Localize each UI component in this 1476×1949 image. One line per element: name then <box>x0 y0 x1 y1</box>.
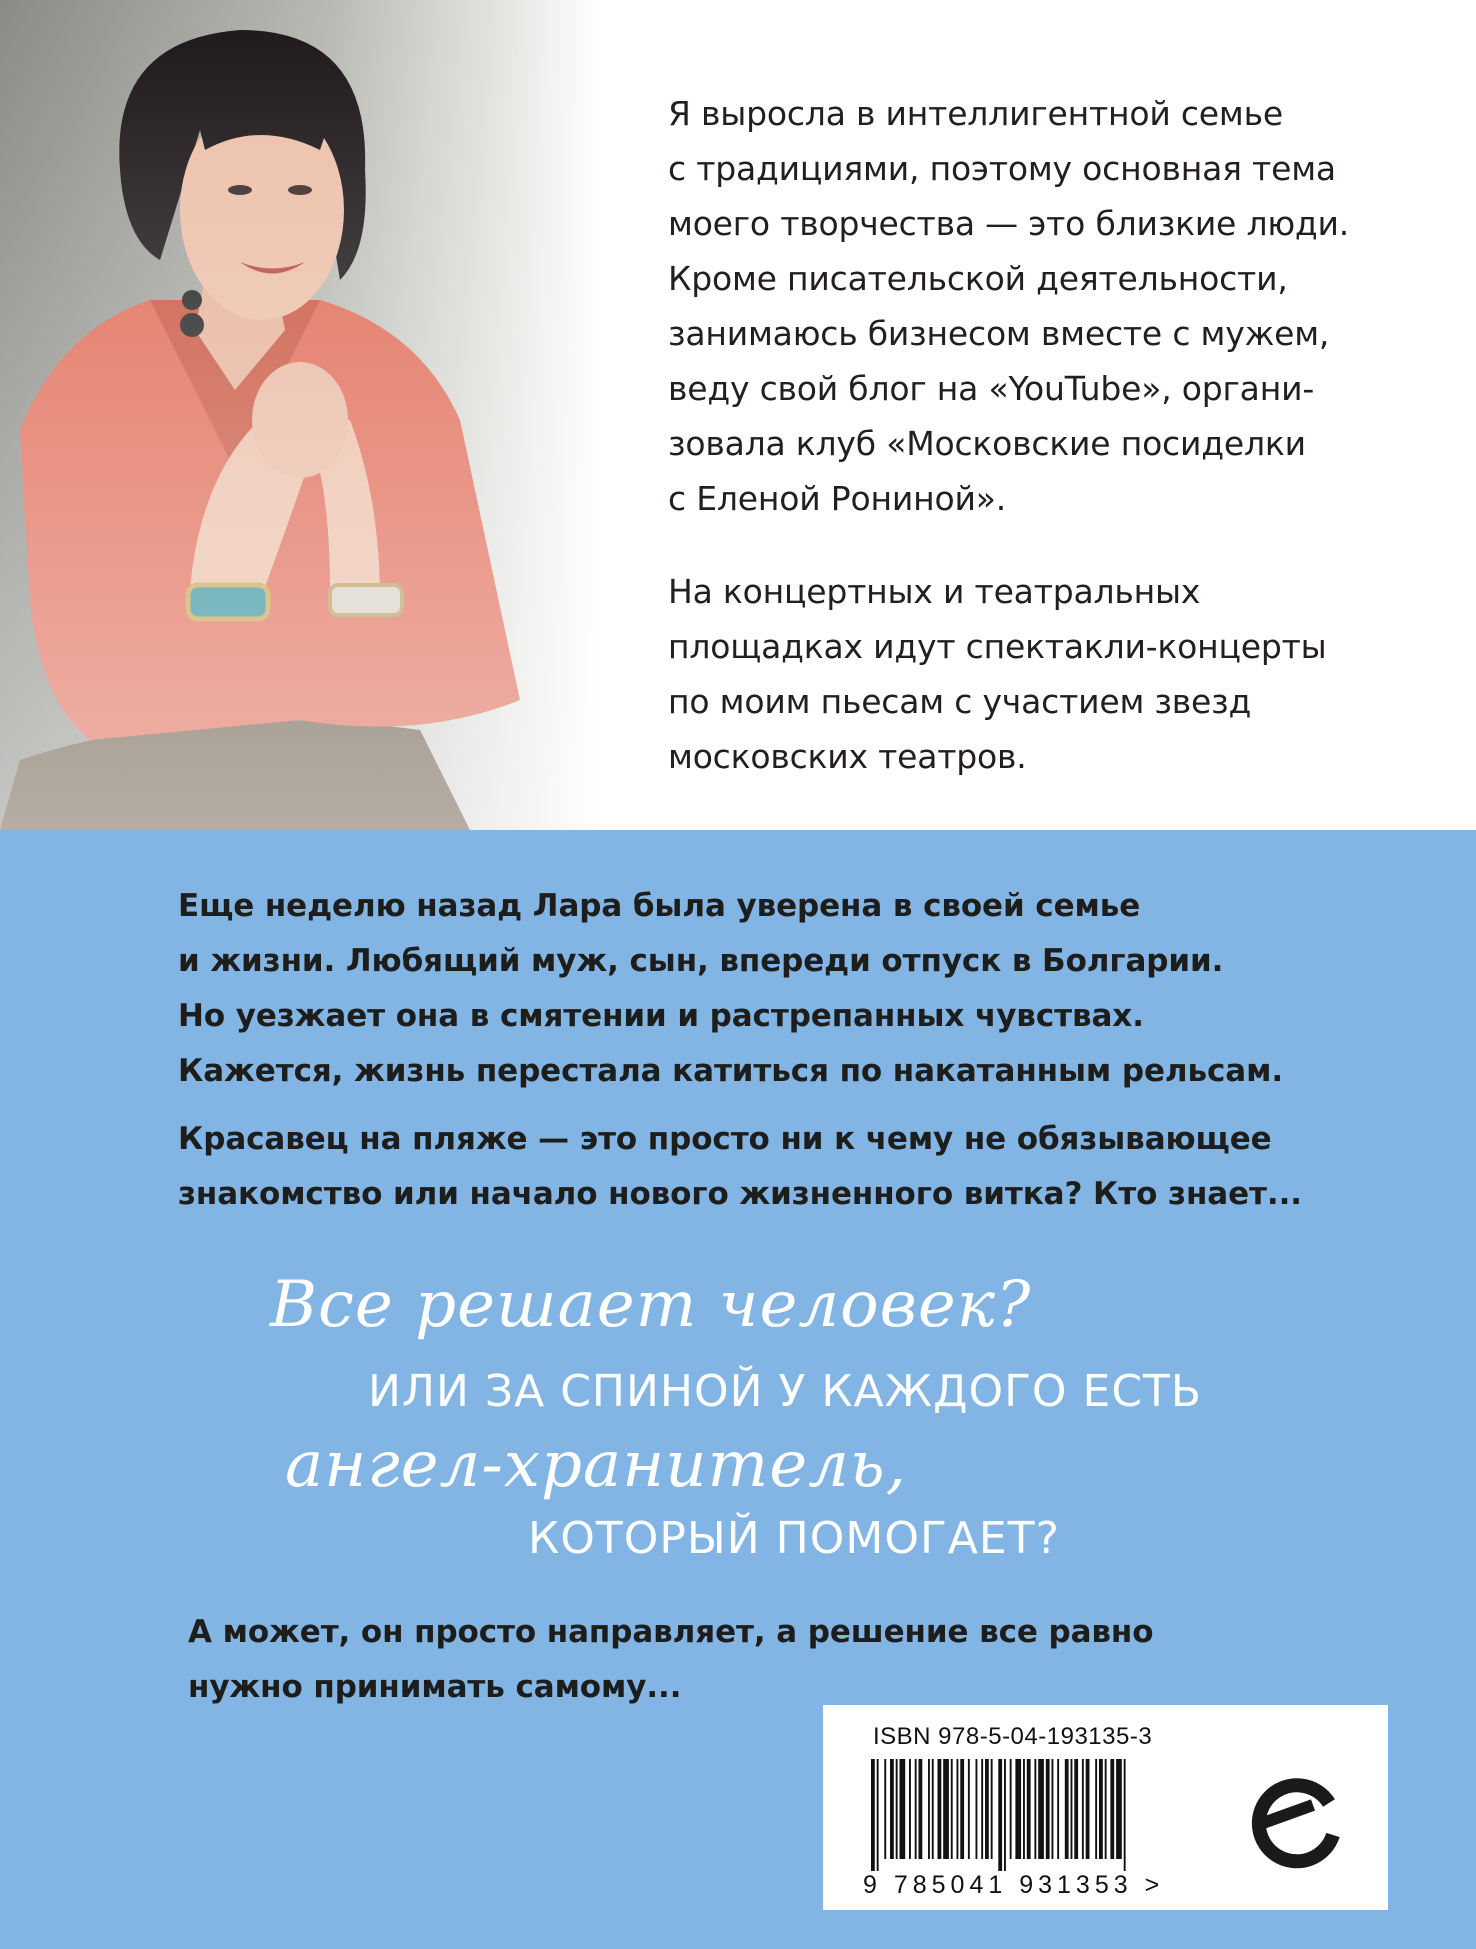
bio-line: Кроме писательской деятельности, <box>668 259 1288 298</box>
quote-script-line-1: Все решает человек? <box>270 1268 1032 1342</box>
barcode-bar <box>991 1759 993 1859</box>
barcode-bar <box>1052 1759 1054 1859</box>
barcode-bar <box>1105 1759 1107 1859</box>
barcode-bar <box>1034 1759 1036 1859</box>
bio-line: занимаюсь бизнесом вместе с мужем, <box>668 314 1330 353</box>
barcode-bar <box>1027 1759 1031 1859</box>
barcode-bar <box>1124 1759 1126 1871</box>
barcode-bar <box>928 1759 930 1859</box>
description-paragraph-3 <box>188 1605 1153 1715</box>
barcode-bar <box>1023 1759 1025 1859</box>
barcode <box>871 1759 1211 1871</box>
description-line: Еще неделю назад Лара была уверена в своей семье <box>178 888 1141 924</box>
description-line: и жизни. Любящий муж, сын, впереди отпуск в Болгарии. <box>178 943 1224 979</box>
author-bio-paragraph-1 <box>668 86 1349 526</box>
barcode-bar <box>968 1759 970 1859</box>
barcode-bar <box>1082 1759 1084 1859</box>
barcode-bar <box>919 1759 923 1859</box>
barcode-digits: 9 785041 931353 > <box>863 1871 1165 1899</box>
bio-line: зовала клуб «Московские посиделки <box>668 424 1306 463</box>
bio-line: по моим пьесам с участием звезд <box>668 682 1252 721</box>
isbn-barcode-box <box>823 1705 1388 1910</box>
barcode-bar <box>957 1759 959 1859</box>
author-bio-paragraph-2 <box>668 564 1327 784</box>
bio-line: Я выросла в интеллигентной семье <box>668 94 1283 133</box>
barcode-bar <box>960 1759 964 1859</box>
description-line: нужно принимать самому... <box>188 1669 682 1705</box>
description-line: Красавец на пляже — это просто ни к чему не обязывающее <box>178 1121 1272 1157</box>
description-paragraph-1 <box>178 879 1283 1099</box>
quote-caps-line-2: КОТОРЫЙ ПОМОГАЕТ? <box>528 1513 1060 1564</box>
barcode-bar <box>1099 1759 1103 1859</box>
eksmo-e-logo-icon <box>1241 1765 1351 1875</box>
barcode-bar <box>1086 1759 1090 1859</box>
barcode-bar <box>1095 1759 1097 1859</box>
barcode-bar <box>943 1759 949 1859</box>
barcode-bar <box>1010 1759 1012 1859</box>
barcode-bar <box>951 1759 953 1859</box>
description-line: Но уезжает она в смятении и растрепанных чувствах. <box>178 998 1144 1034</box>
author-photo <box>0 0 600 830</box>
barcode-bar <box>932 1759 934 1859</box>
barcode-bar <box>1046 1759 1050 1859</box>
barcode-bar <box>877 1759 879 1871</box>
quote-script-line-2: ангел-хранитель, <box>285 1428 907 1502</box>
barcode-bar <box>900 1759 906 1859</box>
description-line: А может, он просто направляет, а решение все равно <box>188 1614 1154 1650</box>
top-section <box>0 0 1476 830</box>
barcode-bar <box>938 1759 942 1859</box>
bio-line: веду свой блог на «YouTube», органи- <box>668 369 1315 408</box>
barcode-bar <box>884 1759 886 1859</box>
barcode-bar <box>1110 1759 1114 1859</box>
barcode-bar <box>896 1759 898 1859</box>
bio-line: с Еленой Рониной». <box>668 479 1006 518</box>
barcode-bar <box>909 1759 911 1859</box>
bio-line: московских театров. <box>668 737 1027 776</box>
isbn-label: ISBN 978-5-04-193135-3 <box>873 1723 1153 1750</box>
barcode-bar <box>915 1759 917 1859</box>
barcode-bar <box>1057 1759 1059 1859</box>
barcode-bar <box>1015 1759 1021 1859</box>
barcode-bar <box>1116 1759 1122 1859</box>
barcode-bar <box>871 1759 875 1871</box>
bio-line: На концертных и театральных <box>668 572 1201 611</box>
description-line: знакомство или начало нового жизненного витка? Кто знает... <box>178 1176 1302 1212</box>
barcode-bar <box>890 1759 894 1859</box>
bio-line: моего творчества — это близкие люди. <box>668 204 1350 243</box>
bio-line: с традициями, поэтому основная тема <box>668 149 1336 188</box>
barcode-bar <box>998 1759 1002 1871</box>
barcode-bar <box>981 1759 983 1859</box>
description-line: Кажется, жизнь перестала катиться по накатанным рельсам. <box>178 1053 1283 1089</box>
barcode-bar <box>1071 1759 1073 1859</box>
quote-caps-line-1: ИЛИ ЗА СПИНОЙ У КАЖДОГО ЕСТЬ <box>368 1366 1203 1417</box>
description-paragraph-2 <box>178 1112 1302 1222</box>
barcode-bar <box>976 1759 978 1859</box>
barcode-bar <box>1004 1759 1006 1871</box>
barcode-bar <box>1065 1759 1069 1859</box>
barcode-bar <box>1074 1759 1078 1859</box>
barcode-bar <box>985 1759 989 1859</box>
bio-line: площадках идут спектакли-концерты <box>668 627 1327 666</box>
barcode-bar <box>1038 1759 1044 1859</box>
